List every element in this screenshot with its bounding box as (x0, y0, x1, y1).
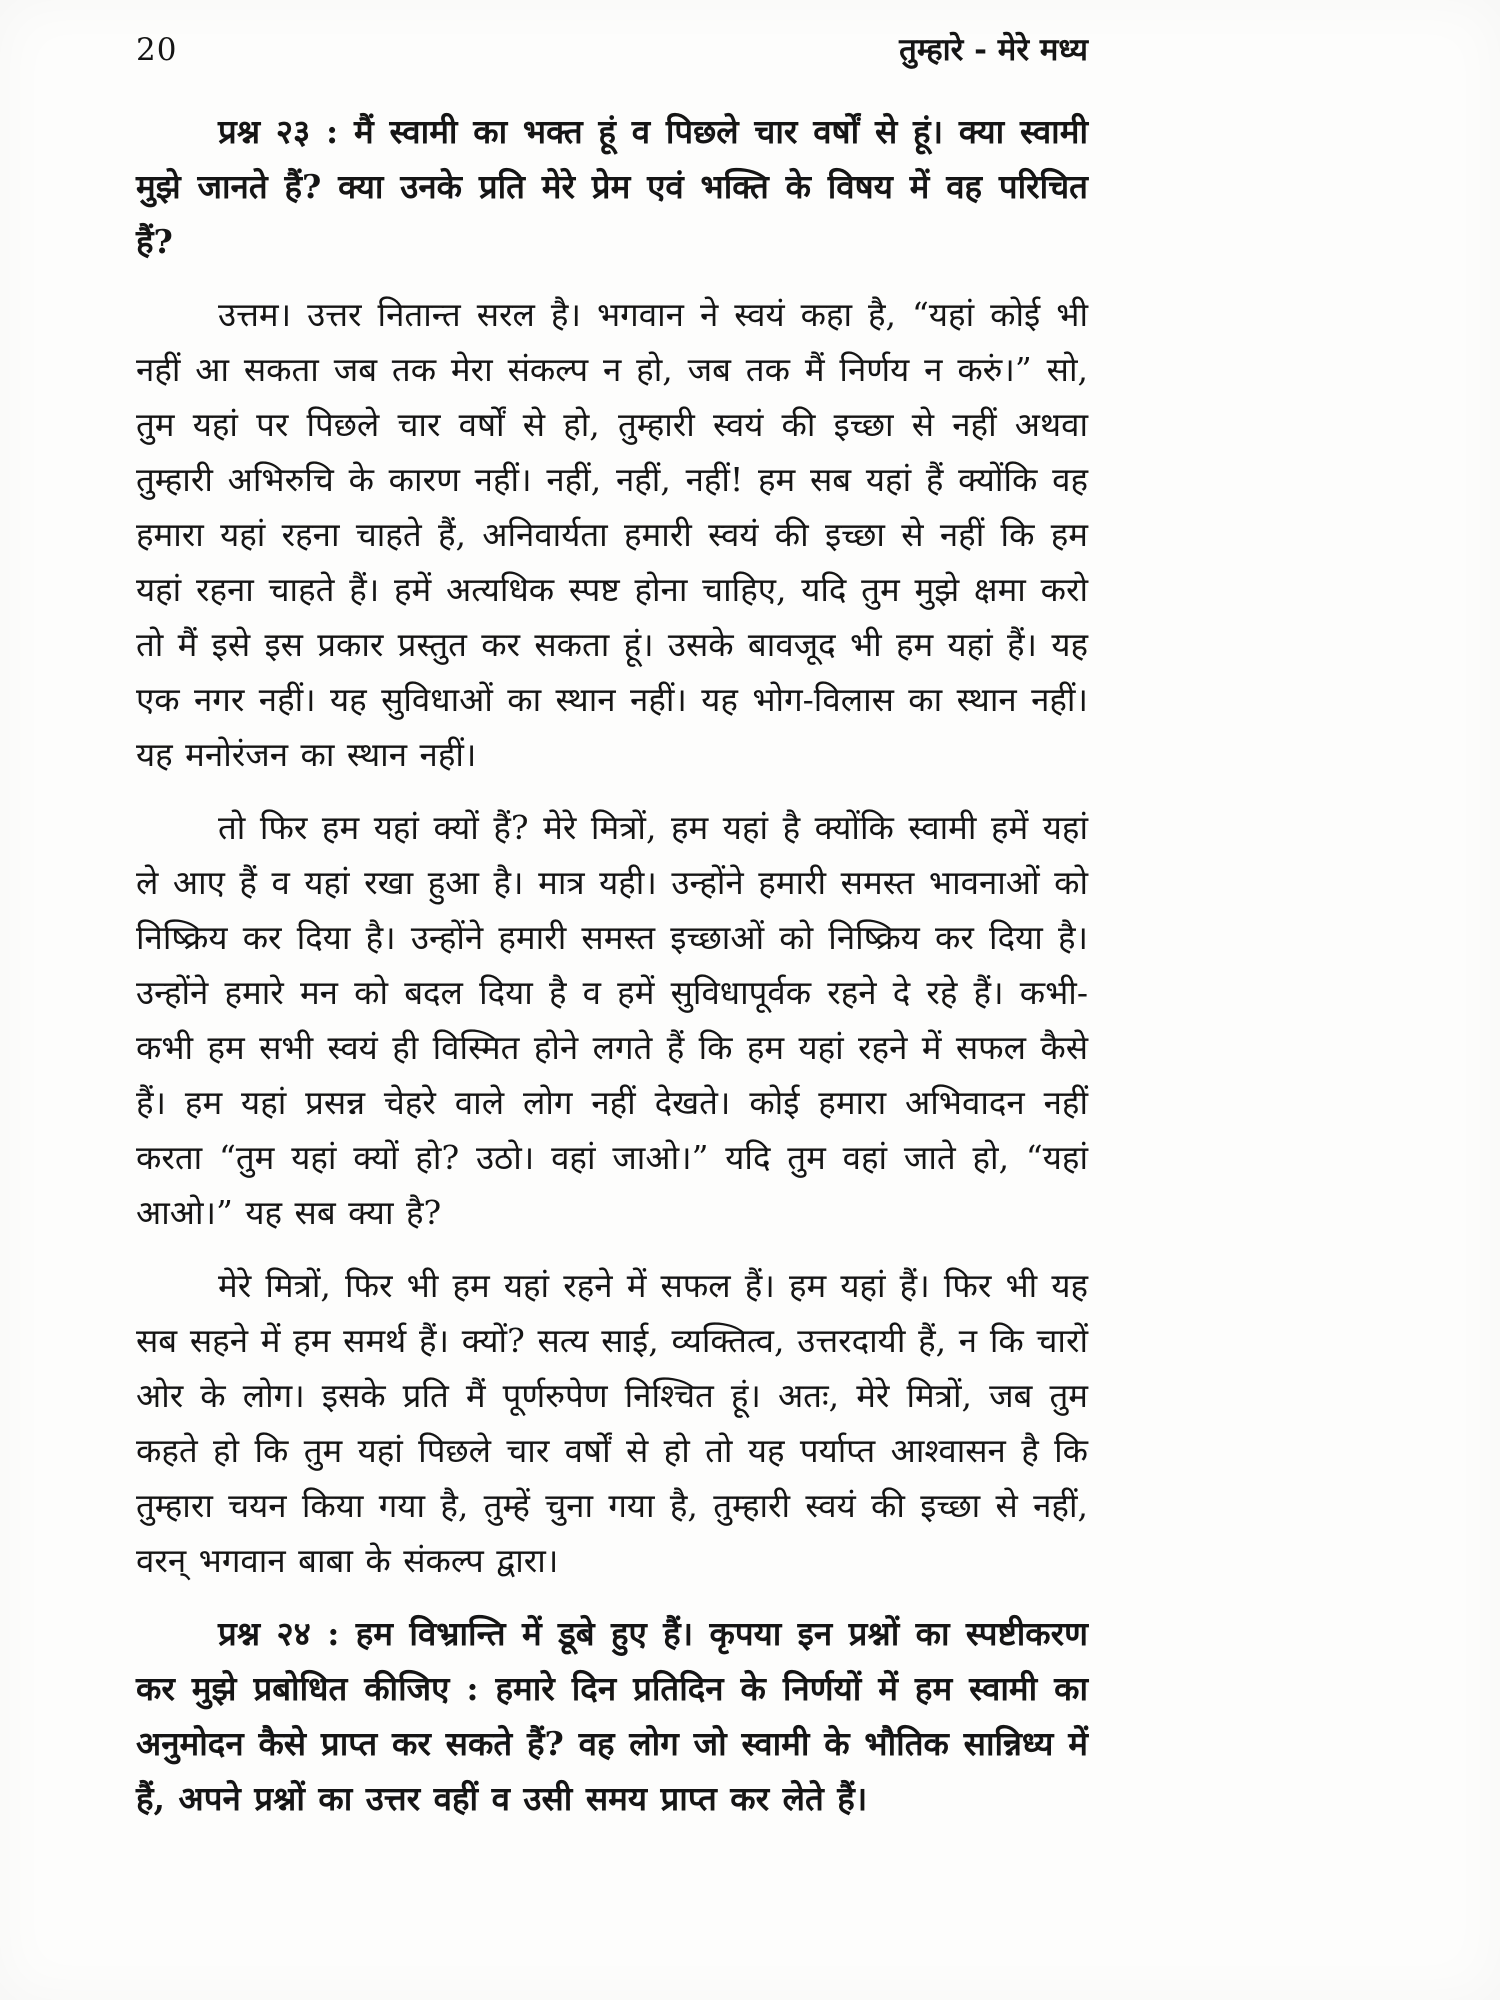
paragraph-answer-23-part-3: मेरे मित्रों, फिर भी हम यहां रहने में सफल हैं। हम यहां हैं। फिर भी यह सब सहने में हम समर्थ हैं। क्यों? सत्य साई, व्यक्तित्व, उत्तरदायी हैं, न कि चारों ओर के लोग। इसके प्रति मैं पूर्णरुपेण निश्चित हूं। अतः, मेरे मित्रों, जब तुम कहते हो कि तुम यहां पिछले चार वर्षों से हो तो यह पर्याप्त आश्वासन है कि तुम्हारा चयन किया गया है, तुम्हें चुना गया है, तुम्हारी स्वयं की इच्छा से नहीं, वरन् भगवान बाबा के संकल्प द्वारा। (136, 1266, 1088, 1580)
paragraph-question-23: प्रश्न २३ : मैं स्वामी का भक्त हूं व पिछले चार वर्षों से हूं। क्या स्वामी मुझे जानते हैं? क्या उनके प्रति मेरे प्रेम एवं भक्ति के विषय में वह परिचित हैं? (136, 112, 1088, 261)
page-number: 20 (136, 32, 178, 68)
page-header-title: तुम्हारे - मेरे मध्य (899, 32, 1088, 68)
page-content (136, 104, 1088, 1826)
page-header (136, 28, 1088, 70)
paragraph-question-24: प्रश्न २४ : हम विभ्रान्ति में डूबे हुए हैं। कृपया इन प्रश्नों का स्पष्टीकरण कर मुझे प्रबोधित कीजिए : हमारे दिन प्रतिदिन के निर्णयों में हम स्वामी का अनुमोदन कैसे प्राप्त कर सकते हैं? वह लोग जो स्वामी के भौतिक सान्निध्य में हैं, अपने प्रश्नों का उत्तर वहीं व उसी समय प्राप्त कर लेते हैं। (136, 1614, 1088, 1818)
paragraph-answer-23-part-1: उत्तम। उत्तर नितान्त सरल है। भगवान ने स्वयं कहा है, “यहां कोई भी नहीं आ सकता जब तक मेरा संकल्प न हो, जब तक मैं निर्णय न करुं।” सो, तुम यहां पर पिछले चार वर्षों से हो, तुम्हारी स्वयं की इच्छा से नहीं अथवा तुम्हारी अभिरुचि के कारण नहीं। नहीं, नहीं, नहीं! हम सब यहां हैं क्योंकि वह हमारा यहां रहना चाहते हैं, अनिवार्यता हमारी स्वयं की इच्छा से नहीं कि हम यहां रहना चाहते हैं। हमें अत्यधिक स्पष्ट होना चाहिए, यदि तुम मुझे क्षमा करो तो मैं इसे इस प्रकार प्रस्तुत कर सकता हूं। उसके बावजूद भी हम यहां हैं। यह एक नगर नहीं। यह सुविधाओं का स्थान नहीं। यह भोग-विलास का स्थान नहीं। यह मनोरंजन का स्थान नहीं। (136, 295, 1088, 774)
paragraph-answer-23-part-2: तो फिर हम यहां क्यों हैं? मेरे मित्रों, हम यहां है क्योंकि स्वामी हमें यहां ले आए हैं व यहां रखा हुआ है। मात्र यही। उन्होंने हमारी समस्त भावनाओं को निष्क्रिय कर दिया है। उन्होंने हमारी समस्त इच्छाओं को निष्क्रिय कर दिया है। उन्होंने हमारे मन को बदल दिया है व हमें सुविधापूर्वक रहने दे रहे हैं। कभी-कभी हम सभी स्वयं ही विस्मित होने लगते हैं कि हम यहां रहने में सफल कैसे हैं। हम यहां प्रसन्न चेहरे वाले लोग नहीं देखते। कोई हमारा अभिवादन नहीं करता “तुम यहां क्यों हो? उठो। वहां जाओ।” यदि तुम वहां जाते हो, “यहां आओ।” यह सब क्या है? (136, 808, 1088, 1232)
